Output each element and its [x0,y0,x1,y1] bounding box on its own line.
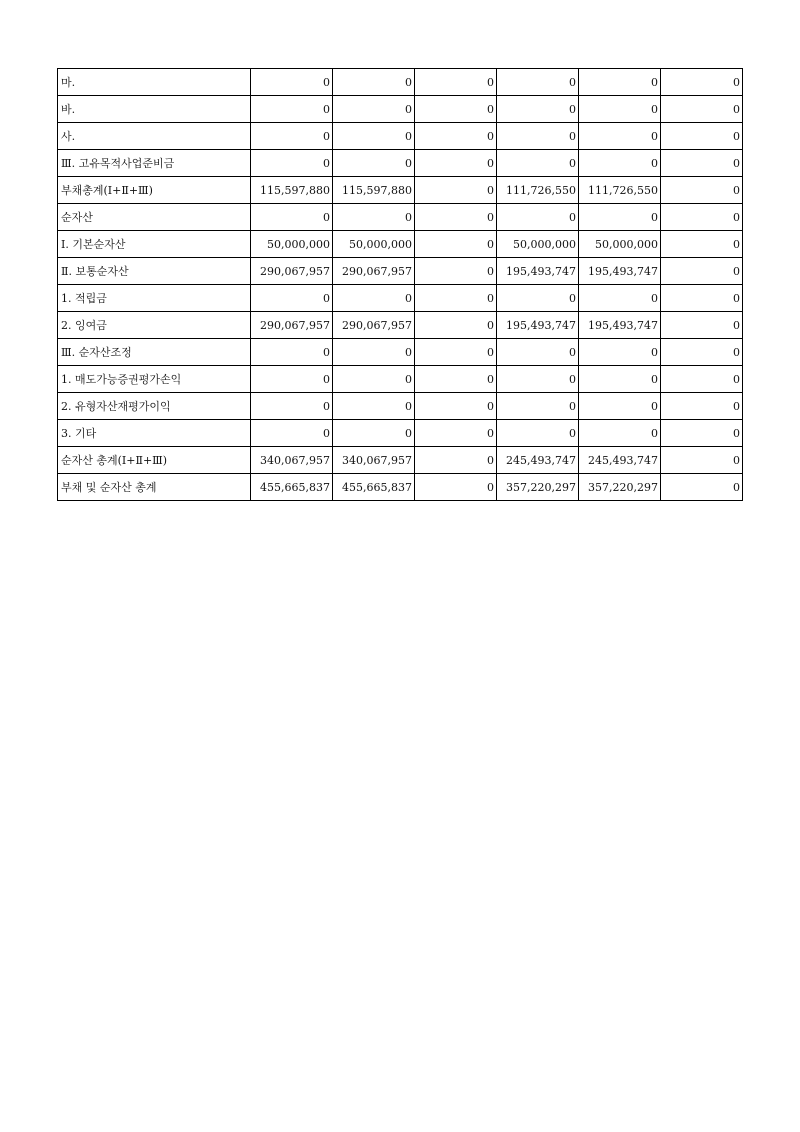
value-cell: 0 [661,123,743,150]
value-cell: 0 [415,123,497,150]
row-label: 바. [58,96,251,123]
value-cell: 50,000,000 [333,231,415,258]
value-cell: 195,493,747 [497,312,579,339]
value-cell: 357,220,297 [579,474,661,501]
value-cell: 0 [333,96,415,123]
value-cell: 111,726,550 [579,177,661,204]
value-cell: 0 [251,393,333,420]
value-cell: 0 [415,393,497,420]
row-label: Ⅰ. 기본순자산 [58,231,251,258]
value-cell: 0 [661,339,743,366]
value-cell: 0 [497,420,579,447]
row-label: 부채 및 순자산 총계 [58,474,251,501]
value-cell: 0 [333,123,415,150]
row-label: 순자산 총계(Ⅰ+Ⅱ+Ⅲ) [58,447,251,474]
value-cell: 0 [415,258,497,285]
value-cell: 0 [415,447,497,474]
value-cell: 0 [579,204,661,231]
value-cell: 0 [415,150,497,177]
table-row [58,150,743,177]
value-cell: 50,000,000 [251,231,333,258]
row-label: 마. [58,69,251,96]
row-label: 2. 유형자산재평가이익 [58,393,251,420]
row-label: Ⅲ. 순자산조정 [58,339,251,366]
value-cell: 0 [661,447,743,474]
value-cell: 0 [661,258,743,285]
row-label: 1. 적립금 [58,285,251,312]
value-cell: 0 [415,69,497,96]
value-cell: 195,493,747 [579,258,661,285]
value-cell: 0 [497,69,579,96]
value-cell: 0 [333,150,415,177]
value-cell: 455,665,837 [251,474,333,501]
value-cell: 0 [661,312,743,339]
value-cell: 0 [415,312,497,339]
value-cell: 245,493,747 [579,447,661,474]
value-cell: 340,067,957 [333,447,415,474]
value-cell: 0 [333,366,415,393]
value-cell: 0 [579,123,661,150]
value-cell: 0 [661,177,743,204]
table-row [58,69,743,96]
value-cell: 0 [661,420,743,447]
table-row [58,96,743,123]
value-cell: 0 [415,366,497,393]
table-row [58,204,743,231]
value-cell: 455,665,837 [333,474,415,501]
value-cell: 0 [497,285,579,312]
value-cell: 0 [415,96,497,123]
value-cell: 357,220,297 [497,474,579,501]
value-cell: 0 [415,204,497,231]
value-cell: 0 [251,96,333,123]
value-cell: 195,493,747 [497,258,579,285]
value-cell: 115,597,880 [333,177,415,204]
value-cell: 290,067,957 [333,258,415,285]
table-row [58,231,743,258]
value-cell: 111,726,550 [497,177,579,204]
value-cell: 0 [579,420,661,447]
value-cell: 0 [333,69,415,96]
value-cell: 0 [251,366,333,393]
value-cell: 0 [251,420,333,447]
value-cell: 0 [661,366,743,393]
value-cell: 0 [661,285,743,312]
value-cell: 0 [661,96,743,123]
balance-sheet-body [58,69,743,501]
value-cell: 0 [579,393,661,420]
value-cell: 0 [497,96,579,123]
value-cell: 245,493,747 [497,447,579,474]
value-cell: 0 [251,339,333,366]
value-cell: 0 [251,123,333,150]
row-label: Ⅱ. 보통순자산 [58,258,251,285]
table-row [58,177,743,204]
table-row [58,474,743,501]
value-cell: 0 [333,204,415,231]
value-cell: 0 [579,339,661,366]
table-row [58,312,743,339]
value-cell: 0 [251,150,333,177]
value-cell: 0 [415,339,497,366]
value-cell: 0 [333,393,415,420]
value-cell: 0 [333,339,415,366]
value-cell: 340,067,957 [251,447,333,474]
value-cell: 290,067,957 [251,312,333,339]
value-cell: 290,067,957 [333,312,415,339]
table-row [58,393,743,420]
row-label: 부채총계(Ⅰ+Ⅱ+Ⅲ) [58,177,251,204]
value-cell: 0 [497,204,579,231]
value-cell: 0 [251,285,333,312]
row-label: 순자산 [58,204,251,231]
value-cell: 0 [661,204,743,231]
value-cell: 0 [497,123,579,150]
value-cell: 0 [497,366,579,393]
value-cell: 195,493,747 [579,312,661,339]
value-cell: 0 [497,150,579,177]
table-row [58,366,743,393]
value-cell: 50,000,000 [497,231,579,258]
value-cell: 0 [415,231,497,258]
row-label: 사. [58,123,251,150]
value-cell: 0 [415,285,497,312]
value-cell: 0 [497,339,579,366]
table-row [58,447,743,474]
value-cell: 0 [415,420,497,447]
table-row [58,339,743,366]
table-row [58,285,743,312]
value-cell: 0 [497,393,579,420]
row-label: Ⅲ. 고유목적사업준비금 [58,150,251,177]
value-cell: 0 [415,177,497,204]
value-cell: 0 [661,150,743,177]
row-label: 1. 매도가능증권평가손익 [58,366,251,393]
value-cell: 50,000,000 [579,231,661,258]
value-cell: 0 [333,285,415,312]
row-label: 2. 잉여금 [58,312,251,339]
value-cell: 115,597,880 [251,177,333,204]
value-cell: 0 [661,474,743,501]
table-row [58,258,743,285]
value-cell: 0 [251,204,333,231]
table-row [58,123,743,150]
table-row [58,420,743,447]
value-cell: 0 [661,69,743,96]
balance-sheet-table [57,68,743,501]
value-cell: 0 [415,474,497,501]
value-cell: 0 [579,285,661,312]
row-label: 3. 기타 [58,420,251,447]
value-cell: 0 [579,150,661,177]
value-cell: 0 [661,231,743,258]
value-cell: 0 [579,96,661,123]
value-cell: 290,067,957 [251,258,333,285]
value-cell: 0 [579,366,661,393]
value-cell: 0 [661,393,743,420]
value-cell: 0 [251,69,333,96]
value-cell: 0 [579,69,661,96]
value-cell: 0 [333,420,415,447]
